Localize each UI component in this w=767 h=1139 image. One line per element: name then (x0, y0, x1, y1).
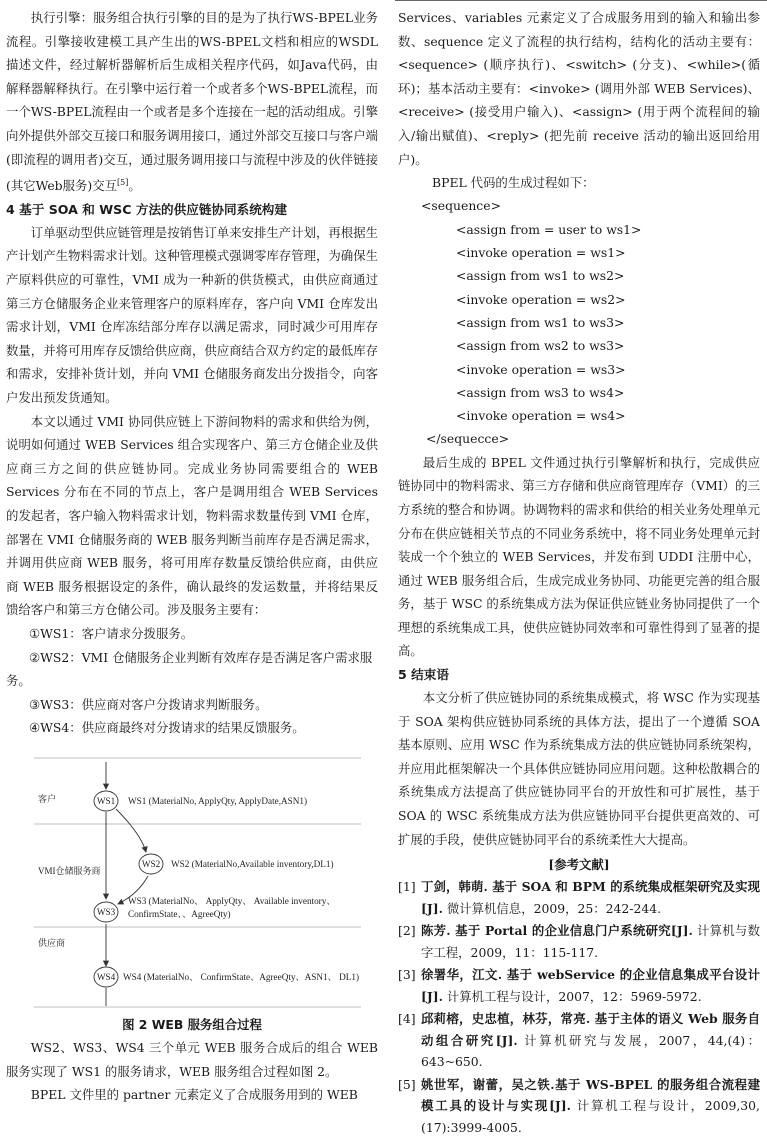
citation-5: [5] (117, 178, 129, 188)
code-line-1: <assign from = user to ws1> (456, 221, 642, 237)
code-line-6: <assign from ws2 to ws3> (456, 338, 625, 354)
ws3-params-line2: ConfirmState、、AgreeQty) (128, 908, 231, 919)
references-heading: [参考文献] (548, 857, 610, 873)
lane-label-supplier: 供应商 (38, 937, 66, 948)
service-item-ws2: ②WS2：VMI 仓储服务企业判断有效库存是否满足客户需求服务。 (6, 649, 373, 689)
code-line-8: <assign from ws3 to ws4> (456, 384, 625, 400)
ws4-params: WS4 (MaterialNo、 ConfirmState、AgreeQty、ASN1、 DL1) (123, 971, 360, 982)
code-line-2: <invoke operation = ws1> (456, 245, 626, 261)
figure-2-diagram (6, 744, 378, 1014)
code-intro: BPEL 代码的生成过程如下： (432, 175, 595, 191)
reference-4: [4] 邱莉榕，史忠植，林芬，常亮. 基于主体的语义 Web 服务自动组合研究[J]. 计算机研究与发展，2007，44,(4)：643~650. (398, 1011, 760, 1070)
node-ws4-label: WS4 (96, 971, 116, 982)
code-line-9: <invoke operation = ws4> (456, 408, 626, 424)
code-line-7: <invoke operation = ws3> (456, 361, 626, 377)
code-line-3: <assign from ws1 to ws2> (456, 268, 625, 284)
paragraph-conclusion: 本文分析了供应链协同的系统集成模式，将 WSC 作为实现基于 SOA 架构供应链协同系统的具体方法，提出了一个遵循 SOA 基本原则、应用 WSC 作为系统集成方法的供应链协同系统架构，并应用此框架解决一个具体供应链协同应用问题。这种松散耦合的系统集成方法提高了供应链协同平台的开放性和可扩展性，基于 SOA 的 WSC 系统集成方法为供应链协同平台提供更高效的、可扩展的手段，使供应链协同平台的系统柔性大大提高。 (398, 690, 760, 847)
code-line-4: <invoke operation = ws2> (456, 291, 626, 307)
reference-1: [1] 丁剑，韩萌. 基于 SOA 和 BPM 的系统集成框架研究及实现[J]. 微计算机信息，2009，25：242-244. (398, 879, 760, 916)
paragraph-composition: WS2、WS3、WS4 三个单元 WEB 服务合成后的组合 WEB 服务实现了 WS1 的服务请求，WEB 服务组合过程如图 2。 (6, 1039, 378, 1079)
service-item-ws4: ④WS4：供应商最终对分拨请求的结果反馈服务。 (29, 720, 305, 736)
node-ws2-label: WS2 (141, 858, 161, 869)
left-column (6, 6, 378, 1107)
figure-2-caption: 图 2 WEB 服务组合过程 (122, 1016, 262, 1032)
lane-label-customer: 客户 (38, 793, 57, 804)
reference-5: [5] 姚世军，谢蕾，吴之铁.基于 WS-BPEL 的服务组合流程建模工具的设计与实现[J]. 计算机工程与设计，2009,30,(17):3999-4005. (398, 1076, 760, 1135)
ws3-params-line1: WS3 (MaterialNo、 ApplyQty、 Available inventory、 (128, 895, 336, 906)
ws1-params: WS1 (MaterialNo, ApplyQty, ApplyDate,ASN1) (128, 795, 308, 806)
section-5-heading: 5 结束语 (398, 667, 449, 683)
section-4-heading: 4 基于 SOA 和 WSC 方法的供应链协同系统构建 (6, 201, 287, 217)
paragraph-vmi: 订单驱动型供应链管理是按销售订单来安排生产计划，再根据生产计划产生物料需求计划。这种管理模式强调零库存管理，为确保生产原料供应的可靠性，VMI 成为一种新的供货模式，由供应商通过第三方仓储服务企业来管理客户的原料库存，客户向 VMI 仓库发出需求计划，VMI 仓库冻结部分库存以满足需求，同时减少可用库存数量，并将可用库存反馈给供应商，供应商结合双方约定的最低库存和需求，安排补货计划，并向 VMI 仓储服务商发出分拨指令，向客户发出预发货通知。 (6, 224, 378, 406)
node-ws1-label: WS1 (96, 795, 116, 806)
code-line-5: <assign from ws1 to ws3> (456, 314, 625, 330)
paragraph-final-bpel: 最后生成的 BPEL 文件通过执行引擎解析和执行，完成供应链协同中的物料需求、第三方存储和供应商管理库存（VMI）的三方系统的整合和协调。协调物料的需求和供给的相关业务处理单元分布在供应链相关节点的不同业务系统中，将不同业务处理单元封装成一个个独立的 WEB Services，并发布到 UDDI 注册中心，通过 WEB 服务组合后，生成完成业务协同、功能更完善的组合服务，基于 WSC 的系统集成方法为保证供应链业务协同提供了一个理想的系统集成工具，使供应链协同效率和可靠性得到了显著的提高。 (398, 454, 760, 659)
service-composition-diagram (6, 744, 378, 1014)
arrow-ws1-ws2 (116, 809, 146, 852)
ws2-params: WS2 (MaterialNo,Available inventory,DL1) (171, 858, 334, 869)
code-sequence-open: <sequence> (421, 198, 501, 214)
code-sequence-close: </sequecce> (426, 431, 510, 447)
node-ws3-label: WS3 (96, 906, 116, 917)
paragraph-partner: BPEL 文件里的 partner 元素定义了合成服务用到的 WEB (30, 1087, 358, 1103)
reference-2: [2] 陈芳. 基于 Portal 的企业信息门户系统研究[J]. 计算机与数字工程，2009，11：115-117. (398, 923, 760, 960)
service-item-ws3: ③WS3：供应商对客户分拨请求判断服务。 (29, 696, 268, 712)
paragraph-example: 本文以通过 VMI 协同供应链上下游间物料的需求和供给为例，说明如何通过 WEB Services 组合实现客户、第三方仓储企业及供应商三方之间的供应链协同。完成业务协同需要组合的 WEB Services 分布在不同的节点上，客户是调用组合 WEB Services 的发起者，客户输入物料需求计划，物料需求数量传到 VMI 仓库，部署在 VMI 仓储服务商的 WEB 服务判断当前库存是否满足需求，并调用供应商 WEB 服务，将可用库存数量反馈给供应商，由供应商 WEB 服务根据设定的条件，确认最终的发运数量，并将结果反馈给客户和第三方仓储公司。涉及服务主要有： (6, 413, 378, 618)
reference-3: [3] 徐署华，江文. 基于 webService 的企业信息集成平台设计[J]. 计算机工程与设计，2007，12：5969-5972. (398, 967, 760, 1004)
lane-label-vmi: VMI仓储服务商 (38, 865, 101, 876)
right-column (398, 6, 760, 1139)
service-item-ws1: ①WS1：客户请求分拨服务。 (29, 625, 194, 641)
top-rule (395, 0, 767, 1)
paragraph-engine: 执行引擎：服务组合执行引擎的目的是为了执行WS-BPEL业务流程。引擎接收建模工具产生出的WS-BPEL文档和相应的WSDL描述文件，经过解析器解析后生成相关程序代码，如Java代码，由解释器解释执行。在引擎中运行着一个或者多个WS-BPEL流程，而一个WS-BPEL流程由一个或者是多个连接在一起的活动组成。引擎向外提供外部交互接口和服务调用接口，通过外部交互接口与客户端(即流程的调用者)交互，通过服务调用接口与流程中涉及的伙伴链接(其它Web服务)交互[5]。 (6, 10, 378, 194)
paragraph-bpel-elements: Services、variables 元素定义了合成服务用到的输入和输出参数、sequence 定义了流程的执行结构，结构化的活动主要有：<sequence> (顺序执行)、<switch> (分支)、<while>(循环)；基本活动主要有：<invoke> (调用外部 WEB Services)、<receive> (接受用户输入)、<assign> (用于两个流程间的输入/输出赋值)、<reply> (把先前 receive 活动的输出返回给用户)。 (398, 10, 760, 167)
